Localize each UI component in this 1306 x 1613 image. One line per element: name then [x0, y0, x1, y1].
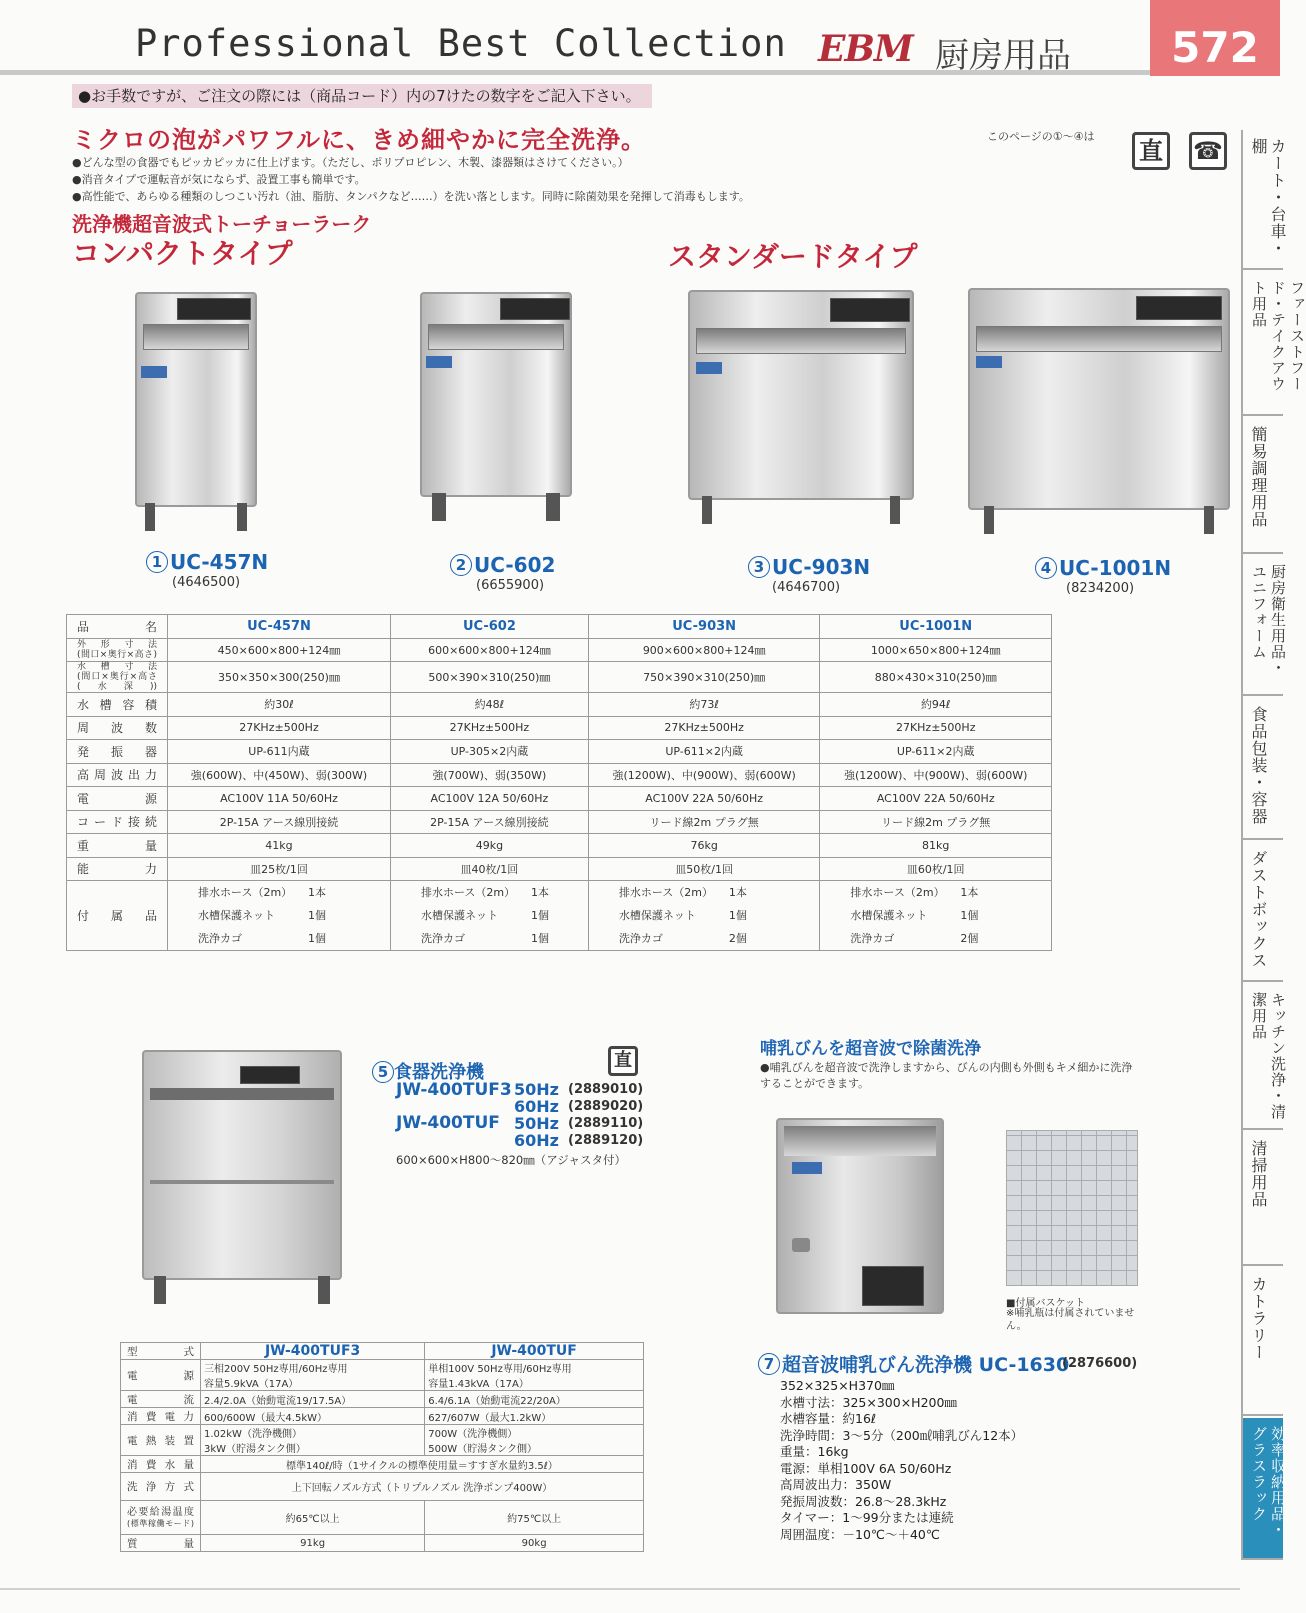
- spec-cell: 450×600×800+124㎜: [168, 638, 391, 662]
- bullet-1: ●どんな型の食器でもピッカピッカに仕上げます。（ただし、ポリプロピレン、木製、漆器類はさけてください。）: [72, 156, 629, 169]
- spec-cell: 1000×650×800+124㎜: [820, 638, 1052, 662]
- dishwasher-number: 5: [372, 1061, 394, 1083]
- side-tab-hygiene[interactable]: 厨房衛生用品・ユニフォーム: [1243, 556, 1283, 696]
- spec-cell: 27KHz±500Hz: [820, 716, 1052, 740]
- dw-row: [121, 1456, 644, 1473]
- dw-label: 洗浄方式: [121, 1473, 201, 1501]
- spec-cell: 81kg: [820, 834, 1052, 858]
- side-tab-dustbox[interactable]: ダストボックス: [1243, 842, 1283, 982]
- spec-cell: 900×600×800+124㎜: [588, 638, 820, 662]
- dw-cell: 627/607W（最大1.2kW）: [425, 1408, 644, 1425]
- dw-cell: 91kg: [201, 1535, 425, 1552]
- accessory-item: 洗浄カゴ 1個: [420, 932, 549, 945]
- bottle-spec: 洗浄時間：3～5分（200㎖哺乳びん12本）: [780, 1427, 1024, 1443]
- side-tab-simple-cooking[interactable]: 簡易調理用品: [1243, 418, 1283, 554]
- model-number-4: 4: [1035, 557, 1057, 579]
- bottle-spec: 水槽容量：約16ℓ: [780, 1411, 877, 1426]
- spec-cell: 約30ℓ: [168, 693, 391, 717]
- product-code-4: (8234200): [1066, 581, 1135, 596]
- model-number-2: 2: [450, 554, 472, 576]
- dw-label: 質量: [121, 1535, 201, 1552]
- dw-label: 電熱装置: [121, 1425, 201, 1456]
- product-image-uc602: [420, 292, 572, 497]
- bottle-washer-image: [776, 1118, 944, 1314]
- bottle-number: 7: [758, 1353, 780, 1375]
- accessory-item: 水槽保護ネット 1個: [198, 909, 326, 922]
- bottle-model-label: [758, 1350, 1069, 1377]
- bottle-description: ●哺乳びんを超音波で洗浄しますから、びんの内側も外側もキメ細かに洗浄することができます。: [760, 1061, 1133, 1090]
- spec-cell: 皿40枚/1回: [390, 857, 588, 881]
- basket-caption: ■付属バスケット: [1006, 1298, 1085, 1309]
- side-tab-food-packaging[interactable]: 食品包装・容器: [1243, 698, 1283, 840]
- spec-accessories-row: [67, 881, 1052, 951]
- model-name-3: UC-903N: [772, 555, 871, 579]
- dw-row: [121, 1360, 644, 1391]
- dw-row: [121, 1425, 644, 1456]
- spec-label-sub: (間口×奥行×高さ): [77, 649, 157, 660]
- bullet-3: ●高性能で、あらゆる種類のしつこい汚れ（油、脂肪、タンパクなど……）を洗い落とします。同時に除菌効果を発揮して消毒もします。: [72, 190, 750, 203]
- spec-row: [67, 810, 1052, 834]
- standard-type-heading: スタンダードタイプ: [668, 240, 918, 273]
- bottle-model: UC-1630: [978, 1354, 1070, 1376]
- bottle-spec: タイマー：1～99分または連続: [780, 1510, 954, 1525]
- side-tab-kitchen-wash[interactable]: キッチン洗浄・清潔用品: [1243, 984, 1283, 1130]
- spec-cell: 皿60枚/1回: [820, 857, 1052, 881]
- model-number-3: 3: [748, 556, 770, 578]
- spec-cell: UP-305×2内蔵: [390, 740, 588, 764]
- spec-label: 発振器: [67, 740, 168, 764]
- spec-cell: 約94ℓ: [820, 693, 1052, 717]
- variant-hz-3: 50Hz: [514, 1114, 559, 1133]
- accessory-item: 排水ホース（2m） 1本: [198, 886, 326, 899]
- dishwasher-name: 食器洗浄機: [394, 1062, 484, 1083]
- variant-hz-2: 60Hz: [514, 1097, 559, 1116]
- dw-row: [121, 1391, 644, 1408]
- spec-cell: 750×390×310(250)㎜: [588, 662, 820, 693]
- spec-cell: 500×390×310(250)㎜: [390, 662, 588, 693]
- spec-table: [66, 614, 1052, 951]
- dw-row: [121, 1535, 644, 1552]
- spec-cell: 2P-15A アース線別接続: [390, 810, 588, 834]
- dw-model-a: JW-400TUF3: [201, 1343, 425, 1360]
- accessory-item: 排水ホース（2m） 1本: [618, 886, 747, 899]
- bottle-spec: 高周波出力：350W: [780, 1477, 892, 1492]
- dw-cell: 約75℃以上: [425, 1501, 644, 1535]
- basket-image: [1006, 1130, 1138, 1286]
- spec-cell: 皿50枚/1回: [588, 857, 820, 881]
- spec-cell: AC100V 22A 50/60Hz: [588, 787, 820, 811]
- dw-label: 消費電力: [121, 1408, 201, 1425]
- bottle-headline: 哺乳びんを超音波で除菌洗浄: [760, 1039, 981, 1059]
- spec-label-sub: (間口×奥行×高さ(水深)): [77, 672, 157, 692]
- accessories-cell-1: [168, 881, 391, 951]
- spec-cell: UP-611内蔵: [168, 740, 391, 764]
- dw-cell: 90kg: [425, 1535, 644, 1552]
- spec-cell: 約48ℓ: [390, 693, 588, 717]
- spec-label-main: 外形寸法: [77, 639, 157, 650]
- accessory-item: 排水ホース（2m） 1本: [850, 886, 979, 899]
- headline: ミクロの泡がパワフルに、きめ細やかに完全洗浄。: [72, 126, 647, 154]
- spec-cell: AC100V 11A 50/60Hz: [168, 787, 391, 811]
- spec-cell: 27KHz±500Hz: [168, 716, 391, 740]
- spec-cell: 強(1200W)、中(900W)、弱(600W): [820, 763, 1052, 787]
- spec-row: [67, 763, 1052, 787]
- bottle-name: 超音波哺乳びん洗浄機: [782, 1354, 973, 1376]
- spec-cell: 600×600×800+124㎜: [390, 638, 588, 662]
- spec-label: 付属品: [67, 881, 168, 951]
- basket-note: ※哺乳瓶は付属されていません。: [1006, 1308, 1135, 1332]
- spec-label: 電源: [67, 787, 168, 811]
- direct-ship-icon: 直: [1132, 132, 1170, 170]
- side-tab-cleaning[interactable]: 清掃用品: [1243, 1132, 1283, 1266]
- dw-cell: 6.4/6.1A（始動電流22/20A）: [425, 1391, 644, 1408]
- catalog-title: Professional Best Collection: [135, 22, 787, 65]
- dw-header-label: 型式: [121, 1343, 201, 1360]
- accessories-cell-4: [820, 881, 1052, 951]
- dw-cell: 三相200V 50Hz専用/60Hz専用 容量5.9kVA（17A）: [201, 1360, 425, 1391]
- variant-hz-1: 50Hz: [514, 1080, 559, 1099]
- model-label-4: [1035, 556, 1171, 580]
- product-code-3: (4646700): [772, 580, 841, 595]
- spec-cell: 皿25枚/1回: [168, 857, 391, 881]
- spec-cell: 49kg: [390, 834, 588, 858]
- spec-label-main: 水槽寸法: [77, 662, 157, 672]
- bottle-code: (2876600): [1062, 1356, 1138, 1371]
- spec-header-row: [67, 615, 1052, 639]
- accessory-item: 洗浄カゴ 1個: [198, 932, 326, 945]
- spec-cell: 27KHz±500Hz: [390, 716, 588, 740]
- model-label-1: [146, 550, 268, 574]
- variant-code-1: (2889010): [568, 1082, 644, 1097]
- spec-label: コード接続: [67, 810, 168, 834]
- side-tab-fastfood[interactable]: ファーストフード・テイクアウト用品: [1243, 272, 1283, 416]
- page-number: 572: [1150, 0, 1280, 76]
- order-notice: ●お手数ですが、ご注文の際には（商品コード）内の7けたの数字をご記入下さい。: [72, 84, 652, 108]
- dw-cell: 約65℃以上: [201, 1501, 425, 1535]
- accessory-item: 水槽保護ネット 1個: [420, 909, 549, 922]
- this-page-note: このページの①～④は: [987, 130, 1095, 143]
- phone-order-icon: ☎: [1189, 132, 1227, 170]
- model-name-2: UC-602: [474, 553, 556, 577]
- accessory-item: 排水ホース（2m） 1本: [420, 886, 549, 899]
- dw-cell: 2.4/2.0A（始動電流19/17.5A）: [201, 1391, 425, 1408]
- accessories-cell-3: [588, 881, 820, 951]
- compact-type-heading: コンパクトタイプ: [72, 237, 293, 270]
- dw-cell: 600/600W（最大4.5kW）: [201, 1408, 425, 1425]
- spec-row: [67, 662, 1052, 693]
- spec-row: [67, 787, 1052, 811]
- bottle-specs: [780, 1378, 1023, 1543]
- spec-cell: 2P-15A アース線別接続: [168, 810, 391, 834]
- feature-bullets: [72, 154, 750, 205]
- brand-logo: EBM: [818, 28, 913, 70]
- side-tab-cutlery[interactable]: カトラリー: [1243, 1268, 1283, 1416]
- spec-model-3: UC-903N: [588, 615, 820, 639]
- model-name-1: UC-457N: [170, 550, 269, 574]
- dw-cell: 上下回転ノズル方式（トリプルノズル 洗浄ポンプ400W）: [201, 1473, 644, 1501]
- model-label-3: [748, 555, 870, 579]
- spec-row: [67, 740, 1052, 764]
- bottle-spec: 周囲温度：－10℃～＋40℃: [780, 1526, 940, 1542]
- dw-label: 必要給湯温度 (標準稼働モード): [121, 1501, 201, 1535]
- spec-cell: リード線2m プラグ無: [588, 810, 820, 834]
- spec-cell: UP-611×2内蔵: [588, 740, 820, 764]
- dw-header-row: [121, 1343, 644, 1360]
- accessories-cell-2: [390, 881, 588, 951]
- spec-cell: 強(700W)、弱(350W): [390, 763, 588, 787]
- spec-model-1: UC-457N: [168, 615, 391, 639]
- spec-cell: 強(600W)、中(450W)、弱(300W): [168, 763, 391, 787]
- side-tab-cart[interactable]: カート・台車・棚: [1243, 130, 1283, 270]
- variant-hz-4: 60Hz: [514, 1131, 559, 1150]
- product-image-uc457n: [135, 292, 257, 507]
- spec-row: [67, 834, 1052, 858]
- product-code-1: (4646500): [172, 575, 241, 590]
- product-image-uc1001n: [968, 288, 1230, 510]
- category-title: 厨房用品: [935, 36, 1071, 76]
- spec-cell: 350×350×300(250)㎜: [168, 662, 391, 693]
- spec-row: [67, 716, 1052, 740]
- dw-model-b: JW-400TUF: [425, 1343, 644, 1360]
- spec-label: 周波数: [67, 716, 168, 740]
- bottle-spec: 電源：単相100V 6A 50/60Hz: [780, 1460, 952, 1476]
- spec-label: 水槽容積: [67, 693, 168, 717]
- spec-row: [67, 693, 1052, 717]
- dw-row: [121, 1408, 644, 1425]
- spec-cell: 27KHz±500Hz: [588, 716, 820, 740]
- spec-cell: 880×430×310(250)㎜: [820, 662, 1052, 693]
- variant-code-4: (2889120): [568, 1133, 644, 1148]
- footer-rule: [0, 1588, 1240, 1590]
- bottle-spec: 重量：16kg: [780, 1444, 849, 1459]
- spec-label: [67, 662, 168, 693]
- product-code-2: (6655900): [476, 578, 545, 593]
- accessory-item: 水槽保護ネット 1個: [618, 909, 747, 922]
- spec-label: 能力: [67, 857, 168, 881]
- bullet-2: ●消音タイプで運転音が気にならず、設置工事も簡単です。: [72, 173, 366, 186]
- spec-label: 重量: [67, 834, 168, 858]
- bottle-spec: 352×325×H370㎜: [780, 1378, 895, 1393]
- dw-label: 電流: [121, 1391, 201, 1408]
- variant-code-2: (2889020): [568, 1099, 644, 1114]
- dw-cell: 700W（洗浄機側） 500W（貯湯タンク側）: [425, 1425, 644, 1456]
- accessory-item: 洗浄カゴ 2個: [850, 932, 979, 945]
- spec-header-label: 品名: [67, 615, 168, 639]
- spec-model-4: UC-1001N: [820, 615, 1052, 639]
- variant-code-3: (2889110): [568, 1116, 644, 1131]
- spec-cell: リード線2m プラグ無: [820, 810, 1052, 834]
- bottle-spec: 水槽寸法：325×300×H200㎜: [780, 1394, 957, 1410]
- product-image-uc903n: [688, 290, 914, 500]
- dw-cell: 標準140ℓ/時（1サイクルの標準使用量＝すすぎ水量約3.5ℓ）: [201, 1456, 644, 1473]
- spec-row: [67, 857, 1052, 881]
- dw-cell: 1.02kW（洗浄機側） 3kW（貯湯タンク側）: [201, 1425, 425, 1456]
- spec-label: 高周波出力: [67, 763, 168, 787]
- model-label-2: [450, 553, 555, 577]
- model-number-1: 1: [146, 551, 168, 573]
- dw-cell: 単相100V 50Hz専用/60Hz専用 容量1.43kVA（17A）: [425, 1360, 644, 1391]
- product-subcategory: 洗浄機超音波式トーチョーラーク: [72, 212, 372, 236]
- dw-label: 電源: [121, 1360, 201, 1391]
- dw-row: [121, 1501, 644, 1535]
- dw-label: 消費水量: [121, 1456, 201, 1473]
- accessory-item: 洗浄カゴ 2個: [618, 932, 747, 945]
- spec-cell: 76kg: [588, 834, 820, 858]
- side-tab-storage-active[interactable]: 効率収納用品・グラスラック: [1243, 1418, 1283, 1560]
- spec-row: [67, 638, 1052, 662]
- dishwasher-image: [142, 1050, 342, 1280]
- spec-cell: 約73ℓ: [588, 693, 820, 717]
- model-name-4: UC-1001N: [1059, 556, 1172, 580]
- spec-cell: 強(1200W)、中(900W)、弱(600W): [588, 763, 820, 787]
- dishwasher-model-b: JW-400TUF: [396, 1113, 500, 1133]
- accessory-item: 水槽保護ネット 1個: [850, 909, 979, 922]
- spec-model-2: UC-602: [390, 615, 588, 639]
- dw-row: [121, 1473, 644, 1501]
- spec-label: [67, 638, 168, 662]
- spec-cell: AC100V 22A 50/60Hz: [820, 787, 1052, 811]
- dishwasher-direct-icon: 直: [608, 1046, 638, 1076]
- spec-cell: 41kg: [168, 834, 391, 858]
- dishwasher-spec-table: [120, 1342, 644, 1552]
- spec-cell: AC100V 12A 50/60Hz: [390, 787, 588, 811]
- dishwasher-dimensions: 600×600×H800～820㎜（アジャスタ付）: [396, 1153, 627, 1167]
- bottle-spec: 発振周波数：26.8～28.3kHz: [780, 1493, 947, 1509]
- dishwasher-model-a: JW-400TUF3: [396, 1080, 512, 1100]
- spec-cell: UP-611×2内蔵: [820, 740, 1052, 764]
